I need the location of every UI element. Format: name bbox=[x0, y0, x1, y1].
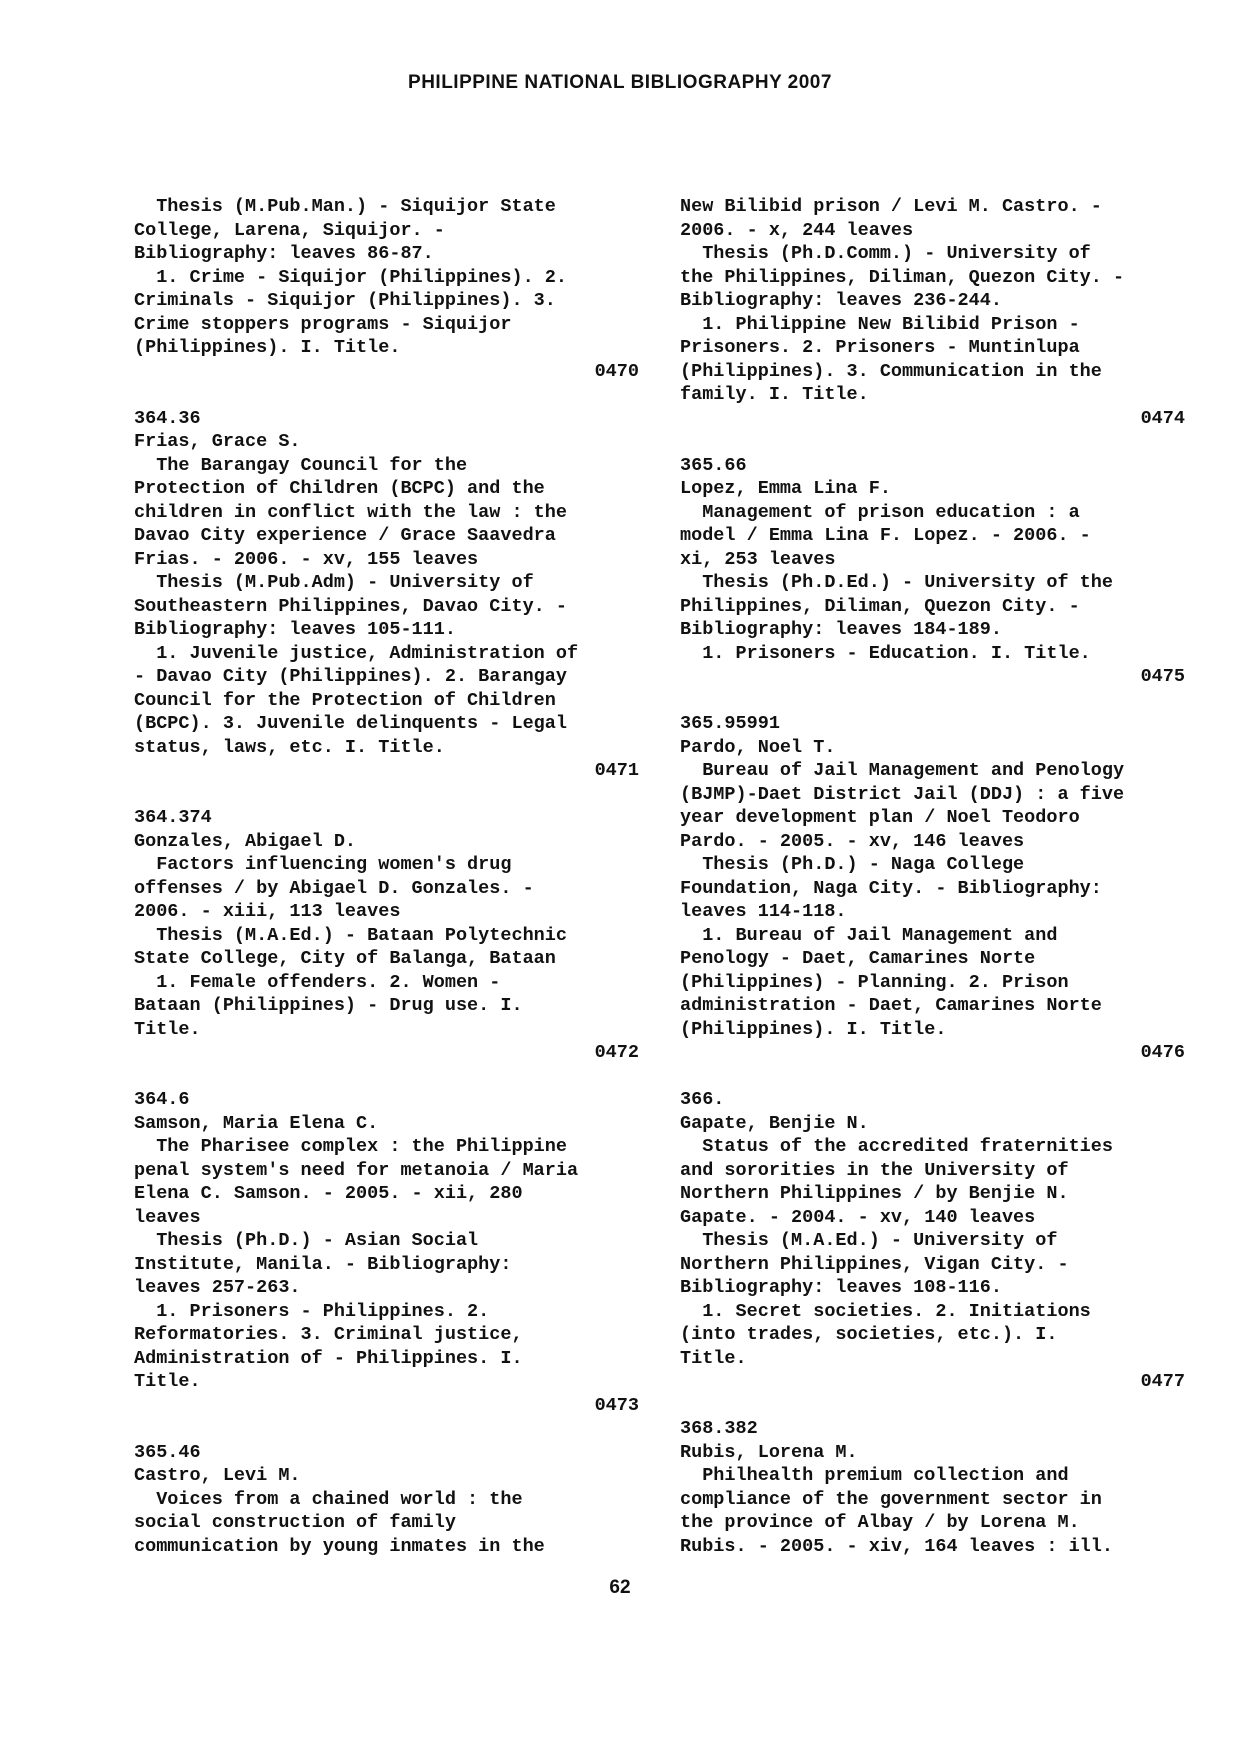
entry-line: Bataan (Philippines) - Drug use. I. bbox=[134, 995, 523, 1016]
entry-line: Title. bbox=[134, 1018, 201, 1040]
entry-line: the Philippines, Diliman, Quezon City. - bbox=[680, 266, 1125, 288]
entry-number: 0475 bbox=[1140, 666, 1185, 687]
entry-line: Reformatories. 3. Criminal justice, bbox=[134, 1324, 523, 1345]
entry-line: 366. bbox=[680, 1089, 725, 1110]
entry-line: xi, 253 leaves bbox=[680, 548, 836, 570]
entry-line: (Philippines). 3. Communication in the bbox=[680, 360, 1102, 382]
entry-line: Bibliography: leaves 236-244. bbox=[680, 290, 1002, 311]
entry-line: Bibliography: leaves 184-189. bbox=[680, 619, 1002, 640]
entry-line: Criminals - Siquijor (Philippines). 3. bbox=[134, 290, 556, 311]
entry-line: Council for the Protection of Children bbox=[134, 689, 556, 711]
entry-line: (into trades, societies, etc.). I. bbox=[680, 1324, 1058, 1345]
entry-line: Prisoners. 2. Prisoners - Muntinlupa bbox=[680, 337, 1080, 358]
entry-line: (BCPC). 3. Juvenile delinquents - Legal bbox=[134, 713, 567, 734]
blank-line bbox=[134, 1065, 639, 1089]
blank-line bbox=[680, 1394, 1185, 1418]
blank-line bbox=[134, 1417, 639, 1441]
left-column bbox=[134, 195, 639, 1558]
entry-line: Northern Philippines, Vigan City. - bbox=[680, 1253, 1069, 1275]
entry-line: leaves bbox=[134, 1206, 201, 1228]
entry-line: New Bilibid prison / Levi M. Castro. - bbox=[680, 196, 1102, 217]
entry-line: 1. Prisoners - Education. I. Title. bbox=[680, 642, 1091, 664]
entry-line: offenses / by Abigael D. Gonzales. - bbox=[134, 877, 534, 899]
entry-line: Protection of Children (BCPC) and the bbox=[134, 478, 545, 499]
entry-line: Thesis (Ph.D.Ed.) - University of the bbox=[680, 572, 1113, 593]
entry-line: - Davao City (Philippines). 2. Barangay bbox=[134, 666, 567, 687]
entry-line: 365.46 bbox=[134, 1441, 201, 1463]
entry-line: leaves 114-118. bbox=[680, 901, 847, 922]
entry-line: Thesis (Ph.D.Comm.) - University of bbox=[680, 243, 1091, 264]
entry-line: Bibliography: leaves 105-111. bbox=[134, 619, 456, 640]
entry-line: 365.95991 bbox=[680, 713, 780, 734]
entry-line: Castro, Levi M. bbox=[134, 1465, 301, 1486]
entry-line: Institute, Manila. - Bibliography: bbox=[134, 1253, 512, 1275]
entry-line: model / Emma Lina F. Lopez. - 2006. - bbox=[680, 525, 1091, 546]
entry-line: Pardo, Noel T. bbox=[680, 736, 836, 758]
entry-line: family. I. Title. bbox=[680, 384, 869, 405]
entry-line: Bibliography: leaves 86-87. bbox=[134, 243, 434, 264]
entry-line: Title. bbox=[134, 1371, 201, 1392]
entry-line: 1. Female offenders. 2. Women - bbox=[134, 971, 501, 993]
entry-line: 364.36 bbox=[134, 407, 201, 429]
entry-line: 1. Philippine New Bilibid Prison - bbox=[680, 313, 1080, 335]
entry-line: Philippines, Diliman, Quezon City. - bbox=[680, 595, 1080, 617]
entry-number: 0477 bbox=[1140, 1371, 1185, 1392]
entry-line: year development plan / Noel Teodoro bbox=[680, 807, 1080, 828]
entry-line: Foundation, Naga City. - Bibliography: bbox=[680, 877, 1102, 899]
entry-line: 364.6 bbox=[134, 1089, 190, 1110]
entry-line: (Philippines). I. Title. bbox=[134, 337, 401, 358]
entry-line: Philhealth premium collection and bbox=[680, 1465, 1069, 1486]
entry-line: compliance of the government sector in bbox=[680, 1488, 1102, 1510]
page-number: 62 bbox=[609, 1577, 631, 1598]
entry-line: Penology - Daet, Camarines Norte bbox=[680, 948, 1036, 969]
entry-line: communication by young inmates in the bbox=[134, 1535, 545, 1557]
page-header-title: PHILIPPINE NATIONAL BIBLIOGRAPHY 2007 bbox=[408, 72, 832, 93]
entry-number: 0474 bbox=[1140, 407, 1185, 429]
entry-line: 1. Bureau of Jail Management and bbox=[680, 924, 1058, 946]
entry-line: Factors influencing women's drug bbox=[134, 854, 512, 875]
entry-line: and sororities in the University of bbox=[680, 1159, 1069, 1181]
entry-line: Rubis, Lorena M. bbox=[680, 1441, 858, 1463]
blank-line bbox=[680, 430, 1185, 454]
blank-line bbox=[680, 1065, 1185, 1089]
entry-line: Thesis (M.Pub.Man.) - Siquijor State bbox=[134, 196, 556, 217]
entry-line: Administration of - Philippines. I. bbox=[134, 1347, 523, 1369]
entry-line: Thesis (Ph.D.) - Naga College bbox=[680, 854, 1025, 875]
blank-line bbox=[680, 689, 1185, 713]
entry-line: 1. Secret societies. 2. Initiations bbox=[680, 1300, 1091, 1322]
entry-line: status, laws, etc. I. Title. bbox=[134, 736, 445, 758]
entry-line: 2006. - x, 244 leaves bbox=[680, 219, 914, 241]
entry-line: Thesis (Ph.D.) - Asian Social bbox=[134, 1230, 479, 1251]
entry-line: Voices from a chained world : the bbox=[134, 1488, 523, 1510]
entry-line: Crime stoppers programs - Siquijor bbox=[134, 313, 512, 335]
entry-number: 0472 bbox=[594, 1042, 639, 1063]
blank-line bbox=[134, 783, 639, 807]
entry-line: Status of the accredited fraternities bbox=[680, 1136, 1113, 1157]
entry-line: Gapate, Benjie N. bbox=[680, 1112, 869, 1134]
entry-line: Gapate. - 2004. - xv, 140 leaves bbox=[680, 1206, 1036, 1228]
right-column bbox=[680, 195, 1185, 1558]
entry-line: leaves 257-263. bbox=[134, 1277, 301, 1298]
entry-number: 0476 bbox=[1140, 1042, 1185, 1063]
entry-line: Gonzales, Abigael D. bbox=[134, 830, 357, 852]
entry-line: children in conflict with the law : the bbox=[134, 501, 567, 523]
entry-line: Northern Philippines / by Benjie N. bbox=[680, 1183, 1069, 1204]
entry-line: Thesis (M.A.Ed.) - Bataan Polytechnic bbox=[134, 924, 567, 946]
blank-line bbox=[134, 383, 639, 407]
entry-line: Bureau of Jail Management and Penology bbox=[680, 760, 1125, 781]
entry-line: the province of Albay / by Lorena M. bbox=[680, 1512, 1080, 1533]
entry-line: Frias, Grace S. bbox=[134, 431, 301, 452]
entry-line: Rubis. - 2005. - xiv, 164 leaves : ill. bbox=[680, 1535, 1113, 1557]
entry-line: Bibliography: leaves 108-116. bbox=[680, 1277, 1002, 1298]
entry-line: Elena C. Samson. - 2005. - xii, 280 bbox=[134, 1183, 523, 1204]
entry-line: 2006. - xiii, 113 leaves bbox=[134, 901, 401, 922]
entry-line: The Barangay Council for the bbox=[134, 454, 468, 476]
entry-line: 1. Crime - Siquijor (Philippines). 2. bbox=[134, 266, 567, 288]
entry-line: 1. Prisoners - Philippines. 2. bbox=[134, 1300, 490, 1322]
entry-line: 365.66 bbox=[680, 454, 747, 476]
entry-line: Samson, Maria Elena C. bbox=[134, 1112, 379, 1134]
entry-line: (Philippines). I. Title. bbox=[680, 1018, 947, 1040]
entry-number: 0471 bbox=[594, 760, 639, 781]
entry-line: Davao City experience / Grace Saavedra bbox=[134, 525, 556, 546]
entry-line: 364.374 bbox=[134, 807, 212, 828]
entry-line: 1. Juvenile justice, Administration of bbox=[134, 642, 579, 664]
entry-line: social construction of family bbox=[134, 1512, 456, 1533]
entry-line: penal system's need for metanoia / Maria bbox=[134, 1159, 579, 1181]
entry-line: Thesis (M.Pub.Adm) - University of bbox=[134, 572, 534, 593]
entry-line: Thesis (M.A.Ed.) - University of bbox=[680, 1230, 1058, 1251]
entry-line: College, Larena, Siquijor. - bbox=[134, 219, 445, 241]
entry-line: (Philippines) - Planning. 2. Prison bbox=[680, 971, 1069, 993]
entry-line: Management of prison education : a bbox=[680, 501, 1080, 523]
entry-line: Frias. - 2006. - xv, 155 leaves bbox=[134, 548, 479, 570]
entry-line: The Pharisee complex : the Philippine bbox=[134, 1136, 567, 1157]
entry-line: Southeastern Philippines, Davao City. - bbox=[134, 595, 567, 617]
entry-number: 0470 bbox=[594, 360, 639, 382]
entry-line: administration - Daet, Camarines Norte bbox=[680, 995, 1102, 1016]
entry-line: Pardo. - 2005. - xv, 146 leaves bbox=[680, 830, 1025, 852]
entry-line: Title. bbox=[680, 1347, 747, 1369]
entry-number: 0473 bbox=[594, 1394, 639, 1416]
entry-line: Lopez, Emma Lina F. bbox=[680, 478, 891, 499]
entry-line: (BJMP)-Daet District Jail (DDJ) : a five bbox=[680, 783, 1125, 805]
entry-line: 368.382 bbox=[680, 1418, 758, 1439]
entry-line: State College, City of Balanga, Bataan bbox=[134, 948, 556, 969]
